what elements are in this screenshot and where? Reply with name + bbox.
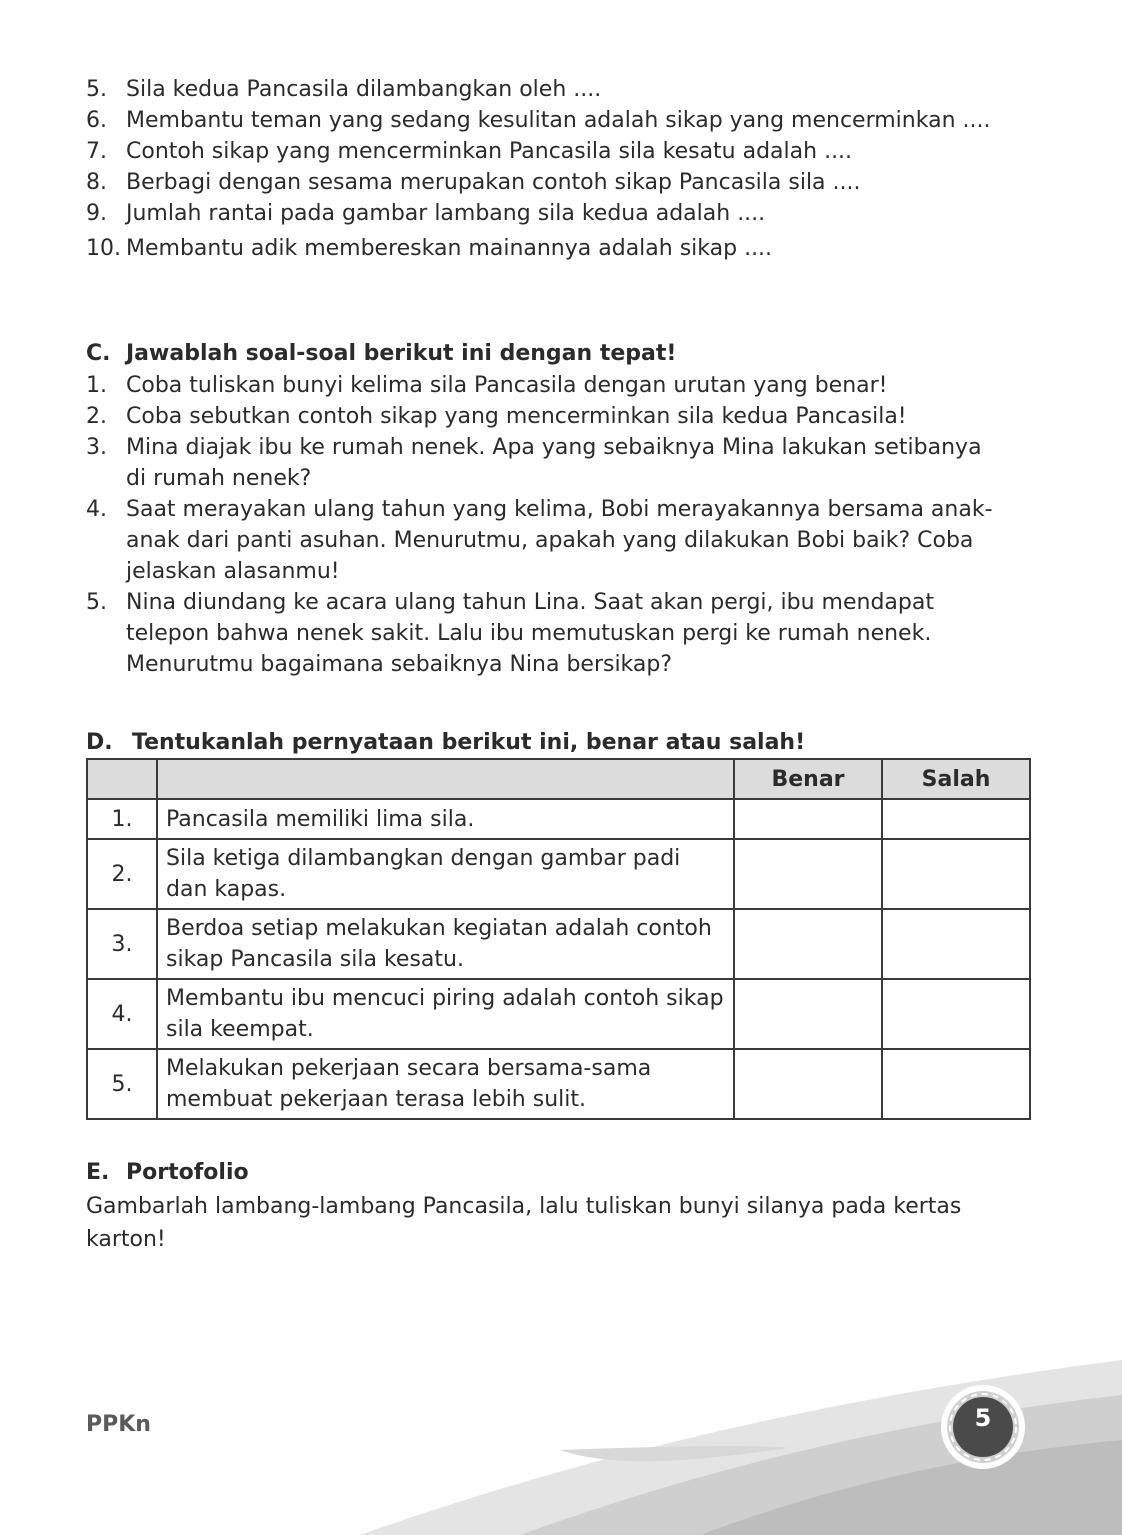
item-text: Membantu teman yang sedang kesulitan adalah sikap yang mencerminkan ....	[126, 108, 991, 133]
item-number: 6.	[86, 108, 107, 133]
item-number: 8.	[86, 170, 107, 195]
item-text: Coba tuliskan bunyi kelima sila Pancasila dengan urutan yang benar!	[126, 373, 888, 398]
row-statement: Membantu ibu mencuci piring adalah contoh sikap sila keempat.	[157, 979, 734, 1049]
row-number: 3.	[87, 909, 157, 979]
item-text: Sila kedua Pancasila dilambangkan oleh ....	[126, 77, 602, 102]
item-number: 9.	[86, 201, 107, 226]
item-text: Nina diundang ke acara ulang tahun Lina. Saat akan pergi, ibu mendapat telepon bahwa nenek sakit. Lalu ibu memutuskan pergi ke rumah nenek. Menurutmu bagaimana sebaiknya Nina bersikap?	[126, 590, 934, 677]
header-salah: Salah	[882, 759, 1030, 799]
item-text: Berbagi dengan sesama merupakan contoh sikap Pancasila sila ....	[126, 170, 861, 195]
row-statement: Berdoa setiap melakukan kegiatan adalah contoh sikap Pancasila sila kesatu.	[157, 909, 734, 979]
item-text: Saat merayakan ulang tahun yang kelima, Bobi merayakannya bersama anak-anak dari panti asuhan. Menurutmu, apakah yang dilakukan Bobi baik? Coba jelaskan alasanmu!	[126, 497, 993, 584]
portfolio-instruction: Gambarlah lambang-lambang Pancasila, lalu tuliskan bunyi silanya pada kertas karton!	[86, 1194, 962, 1252]
item-number: 5.	[86, 590, 107, 615]
section-title: Tentukanlah pernyataan berikut ini, benar atau salah!	[132, 730, 806, 755]
item-number: 3.	[86, 435, 107, 460]
item-number: 10.	[86, 236, 121, 261]
section-title: Portofolio	[126, 1160, 249, 1185]
item-text: Coba sebutkan contoh sikap yang mencerminkan sila kedua Pancasila!	[126, 404, 907, 429]
item-text: Mina diajak ibu ke rumah nenek. Apa yang sebaiknya Mina lakukan setibanya di rumah nenek?	[126, 435, 982, 491]
item-number: 4.	[86, 497, 107, 522]
row-number: 4.	[87, 979, 157, 1049]
row-number: 1.	[87, 799, 157, 839]
section-letter: D.	[86, 730, 113, 755]
item-number: 1.	[86, 373, 107, 398]
subject-label: PPKn	[86, 1412, 151, 1437]
item-number: 2.	[86, 404, 107, 429]
page-number-badge	[940, 1384, 1026, 1470]
section-letter: C.	[86, 341, 111, 366]
item-text: Contoh sikap yang mencerminkan Pancasila sila kesatu adalah ....	[126, 139, 853, 164]
row-statement: Sila ketiga dilambangkan dengan gambar padi dan kapas.	[157, 839, 734, 909]
header-benar: Benar	[734, 759, 882, 799]
row-number: 2.	[87, 839, 157, 909]
item-number: 7.	[86, 139, 107, 164]
item-number: 5.	[86, 77, 107, 102]
row-statement: Melakukan pekerjaan secara bersama-sama membuat pekerjaan terasa lebih sulit.	[157, 1049, 734, 1119]
row-statement: Pancasila memiliki lima sila.	[157, 799, 734, 839]
row-number: 5.	[87, 1049, 157, 1119]
section-letter: E.	[86, 1160, 110, 1185]
item-text: Membantu adik membereskan mainannya adalah sikap ....	[126, 236, 773, 261]
section-title: Jawablah soal-soal berikut ini dengan tepat!	[126, 341, 677, 366]
item-text: Jumlah rantai pada gambar lambang sila kedua adalah ....	[126, 201, 766, 226]
page-number: 5	[974, 1404, 992, 1432]
